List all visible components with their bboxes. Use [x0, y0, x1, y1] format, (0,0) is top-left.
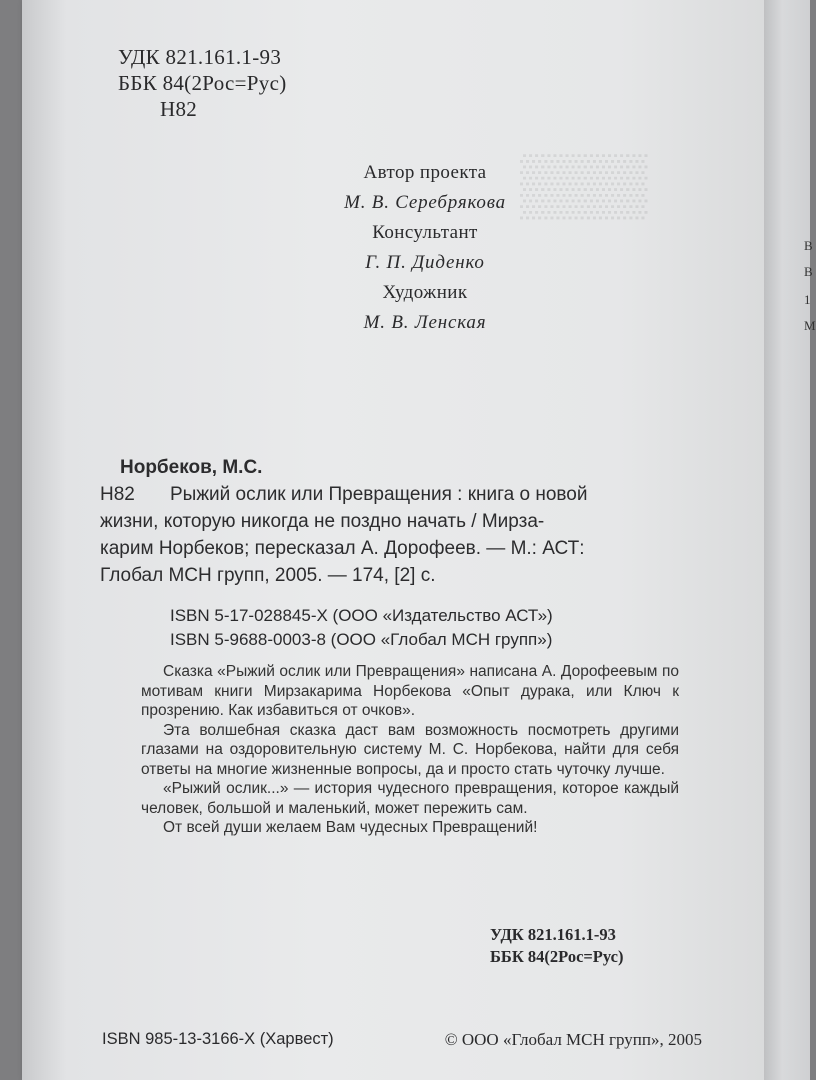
annotation-paragraph: От всей души желаем Вам чудесных Превращений! — [163, 819, 538, 836]
isbn-list — [170, 604, 553, 652]
record-first-line — [100, 481, 678, 508]
record-text-line: Глобал МСН групп, 2005. — 174, [2] с. — [100, 565, 436, 586]
classification-codes — [118, 44, 287, 122]
record-mark: Н82 — [100, 484, 135, 505]
next-page-edge — [764, 0, 816, 1080]
credit-name: М. В. Ленская — [363, 312, 487, 333]
isbn-line: ISBN 5-17-028845-Х (ООО «Издательство АСТ») — [170, 606, 553, 625]
bibliographic-record — [100, 454, 678, 589]
record-author: Норбеков, М.С. — [120, 457, 263, 478]
edge-letter: В — [804, 264, 813, 279]
annotation — [141, 662, 679, 838]
bbk-code: ББК 84(2Рос=Рус) — [118, 71, 287, 95]
isbn-line: ISBN 5-9688-0003-8 (ООО «Глобал МСН групп») — [170, 630, 553, 649]
annotation-paragraph: Сказка «Рыжий ослик или Превращения» написана А. Дорофеевым по мотивам книги Мирзакарима Норбекова «Опыт дурака, или Ключ к прозрению. Как избавиться от очков». — [141, 663, 679, 719]
udk-code: УДК 821.161.1-93 — [118, 45, 282, 69]
copyright-notice: © ООО «Глобал МСН групп», 2005 — [444, 1030, 702, 1049]
footer-bbk: ББК 84(2Рос=Рус) — [490, 947, 624, 966]
credits-block — [300, 158, 550, 338]
edge-letter: В — [804, 238, 813, 253]
annotation-paragraph: Эта волшебная сказка даст вам возможность посмотреть другими глазами на оздоровительную систему М. С. Норбекова, найти для себя ответы на многие жизненные вопросы, да и просто стать чуточку лучше. — [141, 721, 679, 778]
edge-letter: 1 — [804, 292, 811, 307]
credit-role: Автор проекта — [363, 162, 487, 183]
credit-name: М. В. Серебрякова — [344, 192, 506, 213]
edge-letter: М — [804, 318, 816, 333]
bottom-line — [102, 1030, 702, 1050]
author-mark: Н82 — [160, 97, 198, 121]
credit-role: Консультант — [372, 222, 478, 243]
footer-codes — [490, 924, 623, 968]
record-text-line: Рыжий ослик или Превращения : книга о новой — [170, 484, 588, 505]
record-text-line: жизни, которую никогда не поздно начать / Мирза- — [100, 511, 545, 532]
isbn-harvest: ISBN 985-13-3166-Х (Харвест) — [102, 1030, 334, 1048]
credit-name: Г. П. Диденко — [365, 252, 485, 273]
record-text-line: карим Норбеков; пересказал А. Дорофеев. — М.: АСТ: — [100, 538, 585, 559]
credit-role: Художник — [382, 282, 468, 303]
footer-udk: УДК 821.161.1-93 — [490, 925, 616, 944]
annotation-paragraph: «Рыжий ослик...» — история чудесного превращения, которое каждый человек, большой и маленький, может пережить сам. — [141, 780, 679, 817]
